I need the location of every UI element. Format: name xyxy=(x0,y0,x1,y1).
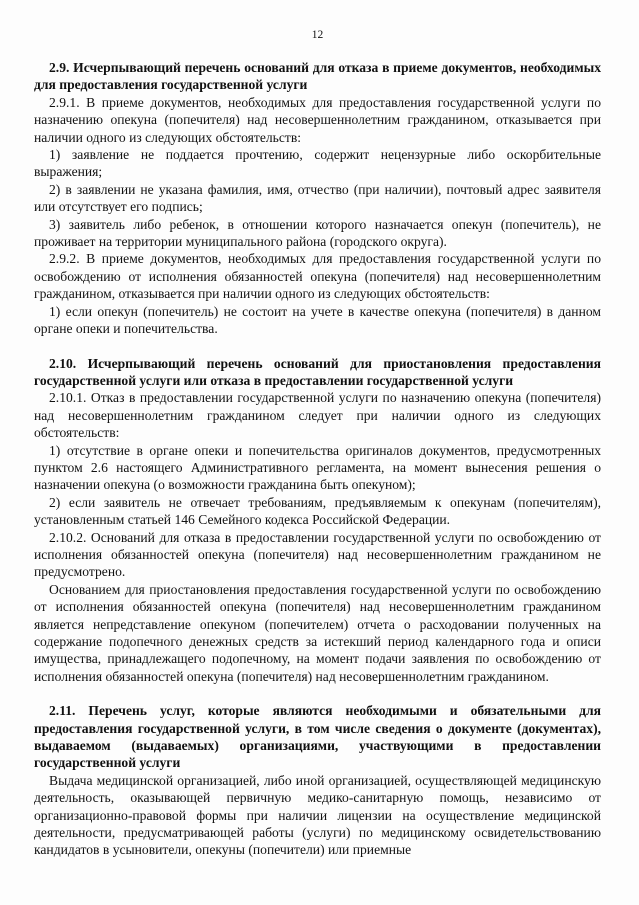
section-spacer xyxy=(34,338,601,355)
section-heading-2-9: 2.9. Исчерпывающий перечень оснований для отказа в приеме документов, необходимых для предоставления государственной услуги xyxy=(34,60,601,93)
section-heading-2-11: 2.11. Перечень услуг, которые являются необходимыми и обязательными для предоставления государственной услуги, в том числе сведения о документе (документах), выдаваемом (выдаваемых) организациями, участвующими в предоставлении государственной услуги xyxy=(34,703,601,771)
paragraph: 2.10.2. Оснований для отказа в предоставлении государственной услуги по освобождению от исполнения обязанностей опекуна (попечителя) над несовершеннолетним гражданином не предусмотрено. xyxy=(34,529,601,580)
list-item: 2) в заявлении не указана фамилия, имя, отчество (при наличии), почтовый адрес заявителя или отсутствует его подпись; xyxy=(34,181,601,215)
list-item: 1) отсутствие в органе опеки и попечительства оригиналов документов, предусмотренных пунктом 2.6 настоящего Административного регламента, на момент вынесения решения о назначении опекуна (о возможности гражданина быть опекуном); xyxy=(34,442,601,493)
paragraph: 2.9.2. В приеме документов, необходимых для предоставления государственной услуги по освобождению от исполнения обязанностей опекуна (попечителя) над несовершеннолетним гражданином, отказывается при наличии одного из следующих обстоятельств: xyxy=(34,251,601,302)
paragraph: Выдача медицинской организацией, либо иной организацией, осуществляющей медицинскую деятельность, оказывающей первичную медико-санитарную помощь, независимо от организационно-правовой формы при наличии лицензии на осуществление медицинской деятельности, предусматривающей работы (услуги) по медицинскому освидетельствованию кандидатов в усыновители, опекуны (попечители) или приемные xyxy=(34,772,601,858)
list-item: 2) если заявитель не отвечает требованиям, предъявляемым к опекунам (попечителям), установленным статьей 146 Семейного кодекса Российской Федерации. xyxy=(34,494,601,528)
page-number: 12 xyxy=(311,29,324,41)
section-heading-2-10: 2.10. Исчерпывающий перечень оснований для приостановления предоставления государственной услуги или отказа в предоставлении государственной услуги xyxy=(34,355,601,388)
list-item: 1) заявление не поддается прочтению, содержит нецензурные либо оскорбительные выражения; xyxy=(34,147,601,180)
list-item: 3) заявитель либо ребенок, в отношении которого назначается опекун (попечитель), не проживает на территории муниципального района (городского округа). xyxy=(34,216,601,250)
list-item: 1) если опекун (попечитель) не состоит на учете в качестве опекуна (попечителя) в данном органе опеки и попечительства. xyxy=(34,303,601,337)
section-spacer xyxy=(34,685,601,702)
paragraph: Основанием для приостановления предоставления государственной услуги по освобождению от исполнения обязанностей опекуна (попечителя) над несовершеннолетним гражданином является непредставление опекуном (попечителем) отчета о расходовании полученных на содержание подопечного денежных средств за истекший период календарного года и описи имущества, принадлежащего подопечному, на момент подачи заявления по освобождению от исполнения обязанностей опекуна (попечителя) над несовершеннолетним гражданином. xyxy=(34,581,601,684)
paragraph: 2.9.1. В приеме документов, необходимых для предоставления государственной услуги по назначению опекуна (попечителя) над несовершеннолетним гражданином, отказывается при наличии одного из следующих обстоятельств: xyxy=(34,94,601,145)
paragraph: 2.10.1. Отказ в предоставлении государственной услуги по назначению опекуна (попечителя) над несовершеннолетним гражданином следует при наличии одного из следующих обстоятельств: xyxy=(34,390,601,441)
